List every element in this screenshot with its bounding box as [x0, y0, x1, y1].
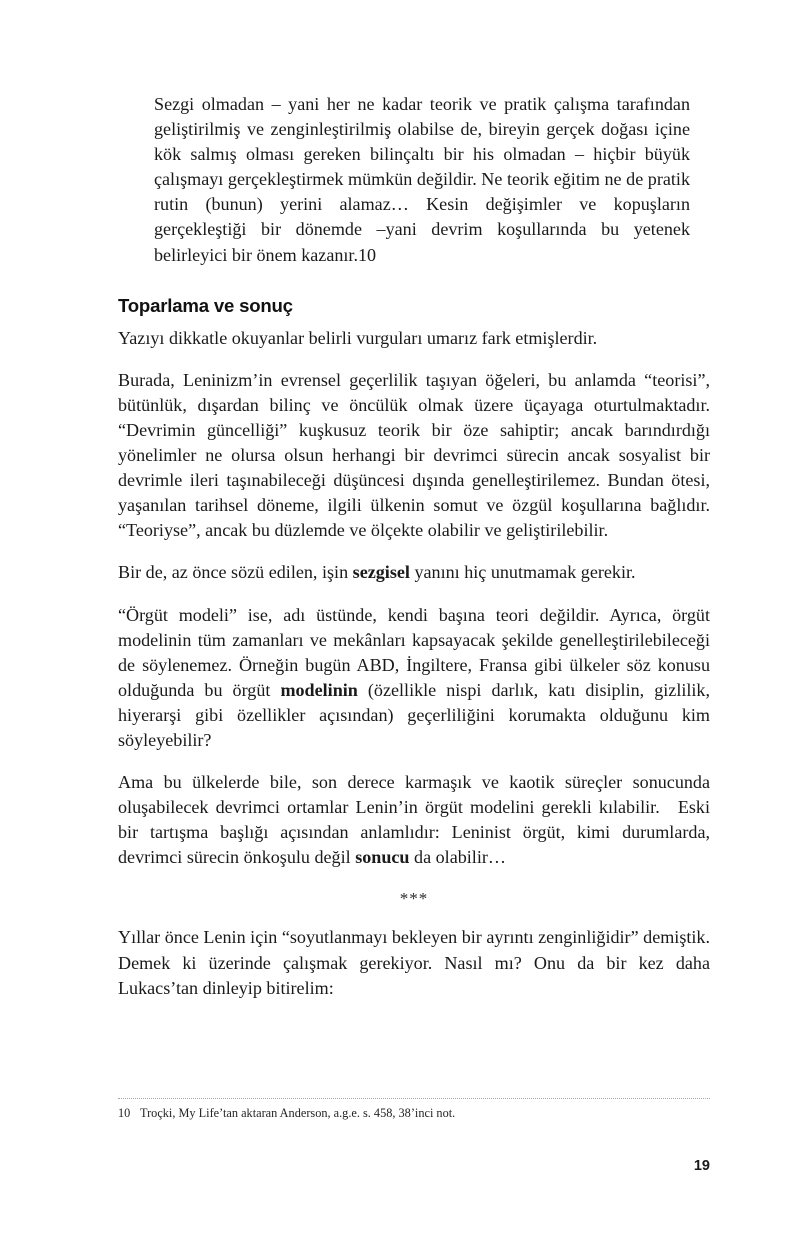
- paragraph-leninism-universals-text: Burada, Leninizm’in evrensel geçerlilik taşıyan öğeleri, bu anlamda “teorisi”, bütünlük, dışardan bilinç ve öncülük olmak üzere üçayaga oturtulmaktadır. “Devrimin güncelliği” kuşkusuz teorik bir öze sahiptir; ancak barındırdığı yönelimler ne olursa olsun herhangi bir devrimci sürecin ancak sosyalist bir devrimle ileri taşınabileceği düşüncesi dışında genelleştirilemez. Bundan ötesi, yaşanılan tarihsel döneme, ilgili ülkenin somut ve özgül koşullarına bağlıdır. “Teoriyse”, ancak bu düzlemde ve ölçekte olabilir ve geliştirilebilir.: [118, 369, 710, 541]
- blockquote-quotation: [118, 92, 710, 268]
- paragraph-leninism-universals: [118, 368, 710, 544]
- emphasis-modelinin: modelinin: [280, 679, 358, 700]
- paragraph-organization-after: (özellikle nispi darlık, katı disiplin, gizlilik, hiyerarşi gibi özellikler açısından) geçerliliğini korumakta olduğunu kim söyleyebilir?: [118, 679, 710, 750]
- paragraph-closing-text: Yıllar önce Lenin için “soyutlanmayı bekleyen bir ayrıntı zenginliğidir” demiştik. Demek ki üzerinde çalışmak gerekiyor. Nasıl mı? Onu da bir kez daha Lukacs’tan dinleyip bitirelim:: [118, 927, 710, 998]
- emphasis-sezgisel: sezgisel: [352, 562, 410, 583]
- asterisk-separator: ***: [399, 889, 429, 909]
- paragraph-organization-model: [118, 603, 710, 754]
- paragraph-closing: [118, 925, 710, 1000]
- paragraph-intro-text: Yazıyı dikkatle okuyanlar belirli vurguları umarız fark etmişlerdir.: [118, 327, 598, 348]
- footnote-divider: [118, 1098, 710, 1099]
- page-content: [118, 92, 710, 1018]
- paragraph-revolutionary-before: Ama bu ülkelerde bile, son derece karmaşık ve kaotik süreçler sonucunda oluşabilecek devrimci ortamlar Lenin’in örgüt modelini gerekli kılabilir. Eski bir tartışma başlığı açısından anlamlıdır: Leninist örgüt, kimi durumlarda, devrimci sürecin önkoşulu değil: [118, 772, 710, 868]
- blockquote-text: Sezgi olmadan – yani her ne kadar teorik ve pratik çalışma tarafından geliştirilmiş ve zenginleştirilmiş olabilse de, bireyin gerçek doğası içine kök salmış olması gereken bilinçaltı bir his olmadan – hiçbir büyük çalışmayı gerçekleştirmek mümkün değildir. Ne teorik eğitim ne de pratik rutin (bunun) yerini alamaz… Kesin değişimler ve kopuşların gerçekleştiği bir dönemde –yani devrim koşullarında bu yetenek belirleyici bir önem kazanır.10: [154, 94, 690, 265]
- paragraph-intuitive-aspect: [118, 560, 710, 585]
- footnote-number: 10: [118, 1106, 131, 1120]
- paragraph-intuitive-before: Bir de, az önce sözü edilen, işin: [118, 562, 353, 583]
- paragraph-revolutionary-conditions: [118, 770, 710, 870]
- paragraph-revolutionary-after: da olabilir…: [409, 847, 506, 868]
- footnote-entry: [118, 1105, 710, 1122]
- section-heading: Toparlama ve sonuç: [118, 294, 293, 316]
- emphasis-sonucu: sonucu: [355, 847, 410, 868]
- footnote-area: [118, 1098, 710, 1122]
- paragraph-intro: [118, 326, 710, 351]
- page-number: 19: [693, 1158, 710, 1174]
- paragraph-intuitive-after: yanını hiç unutmamak gerekir.: [409, 562, 636, 583]
- paragraph-organization-before: “Örgüt modeli” ise, adı üstünde, kendi başına teori değildir. Ayrıca, örgüt modelinin tüm zamanları ve mekânları kapsayacak şekilde genelleştirilebileceği de söylenemez. Örneğin bugün ABD, İngiltere, Fransa gibi ülkeler söz konusu olduğunda bu örgüt: [118, 604, 710, 700]
- footnote-text: Troçki, My Life’tan aktaran Anderson, a.g.e. s. 458, 38’inci not.: [140, 1106, 456, 1120]
